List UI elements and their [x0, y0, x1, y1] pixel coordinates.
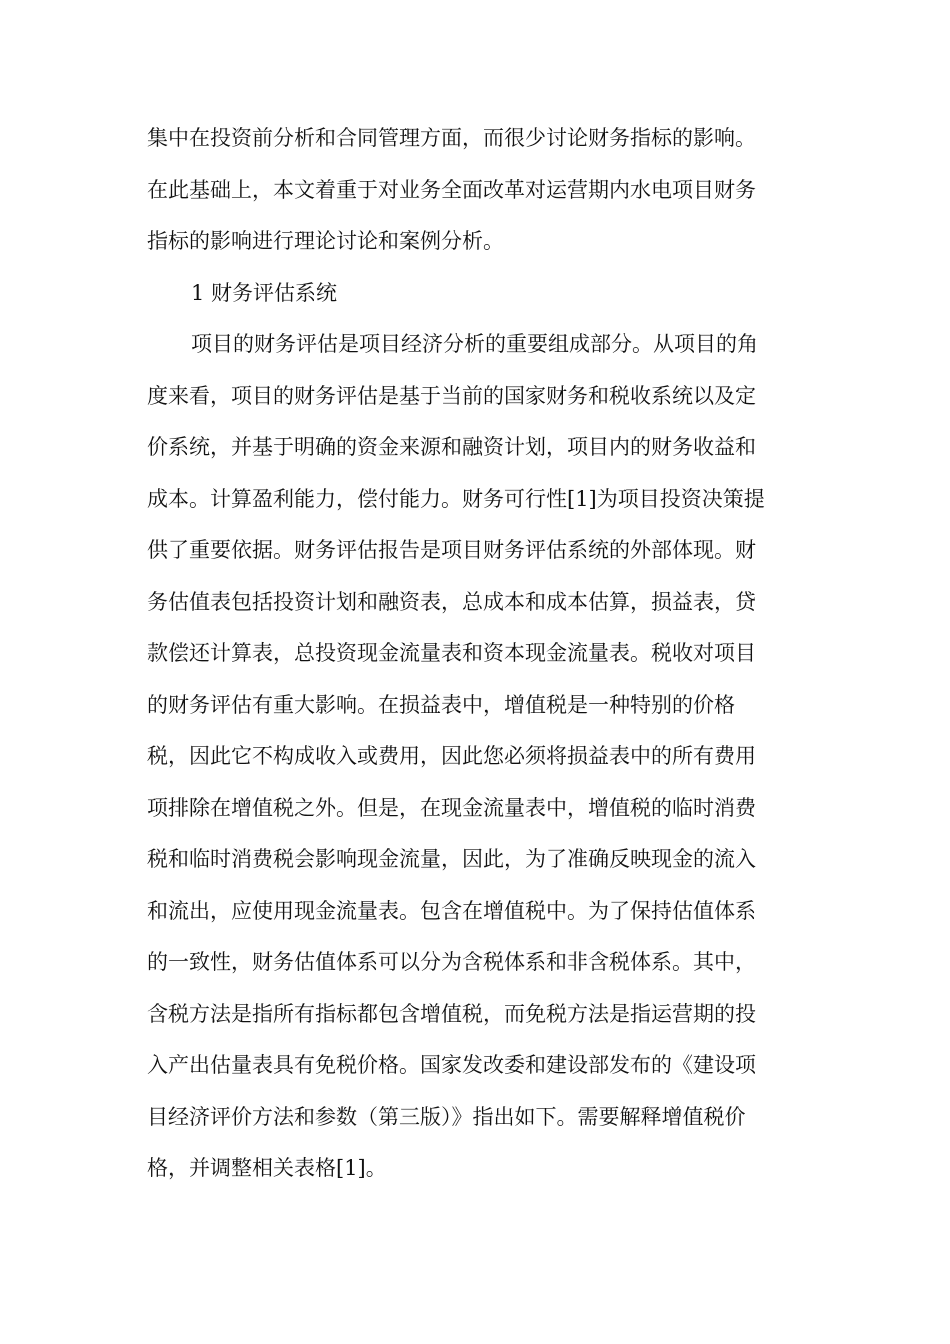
paragraph-line: 成本。计算盈利能力，偿付能力。财务可行性[1]为项目投资决策提	[147, 486, 765, 511]
paragraph-line: 和流出，应使用现金流量表。包含在增值税中。为了保持估值体系	[147, 898, 756, 923]
paragraph-line: 税，因此它不构成收入或费用，因此您必须将损益表中的所有费用	[147, 744, 756, 768]
paragraph-line: 的一致性，财务估值体系可以分为含税体系和非含税体系。其中，	[147, 950, 756, 974]
paragraph-line: 含税方法是指所有指标都包含增值税，而免税方法是指运营期的投	[147, 1001, 756, 1026]
paragraph-line: 的财务评估有重大影响。在损益表中，增值税是一种特别的价格	[147, 692, 735, 717]
paragraph-line: 项目的财务评估是项目经济分析的重要组成部分。从项目的角	[191, 332, 758, 356]
document-body	[147, 113, 807, 1195]
paragraph-line: 度来看，项目的财务评估是基于当前的国家财务和税收系统以及定	[147, 383, 756, 408]
paragraph-line: 供了重要依据。财务评估报告是项目财务评估系统的外部体现。财	[147, 538, 756, 562]
paragraph-line: 务估值表包括投资计划和融资表，总成本和成本估算，损益表，贷	[147, 589, 756, 614]
paragraph-line: 价系统，并基于明确的资金来源和融资计划，项目内的财务收益和	[147, 435, 756, 459]
paragraph-line: 指标的影响进行理论讨论和案例分析。	[147, 229, 504, 253]
paragraph-line: 税和临时消费税会影响现金流量，因此，为了准确反映现金的流入	[147, 847, 756, 871]
paragraph-line: 在此基础上，本文着重于对业务全面改革对运营期内水电项目财务	[147, 177, 756, 202]
paragraph-line: 目经济评价方法和参数（第三版）》指出如下。需要解释增值税价	[147, 1104, 746, 1129]
paragraph-line: 款偿还计算表，总投资现金流量表和资本现金流量表。税收对项目	[147, 641, 756, 665]
paragraph-line: 集中在投资前分析和合同管理方面，而很少讨论财务指标的影响。	[147, 126, 756, 150]
paragraph-line: 项排除在增值税之外。但是，在现金流量表中，增值税的临时消费	[147, 795, 756, 820]
paragraph-line: 入产出估量表具有免税价格。国家发改委和建设部发布的《建设项	[147, 1053, 756, 1077]
section-heading: 1 财务评估系统	[191, 280, 338, 305]
paragraph-line: 格，并调整相关表格[1]。	[147, 1156, 387, 1180]
